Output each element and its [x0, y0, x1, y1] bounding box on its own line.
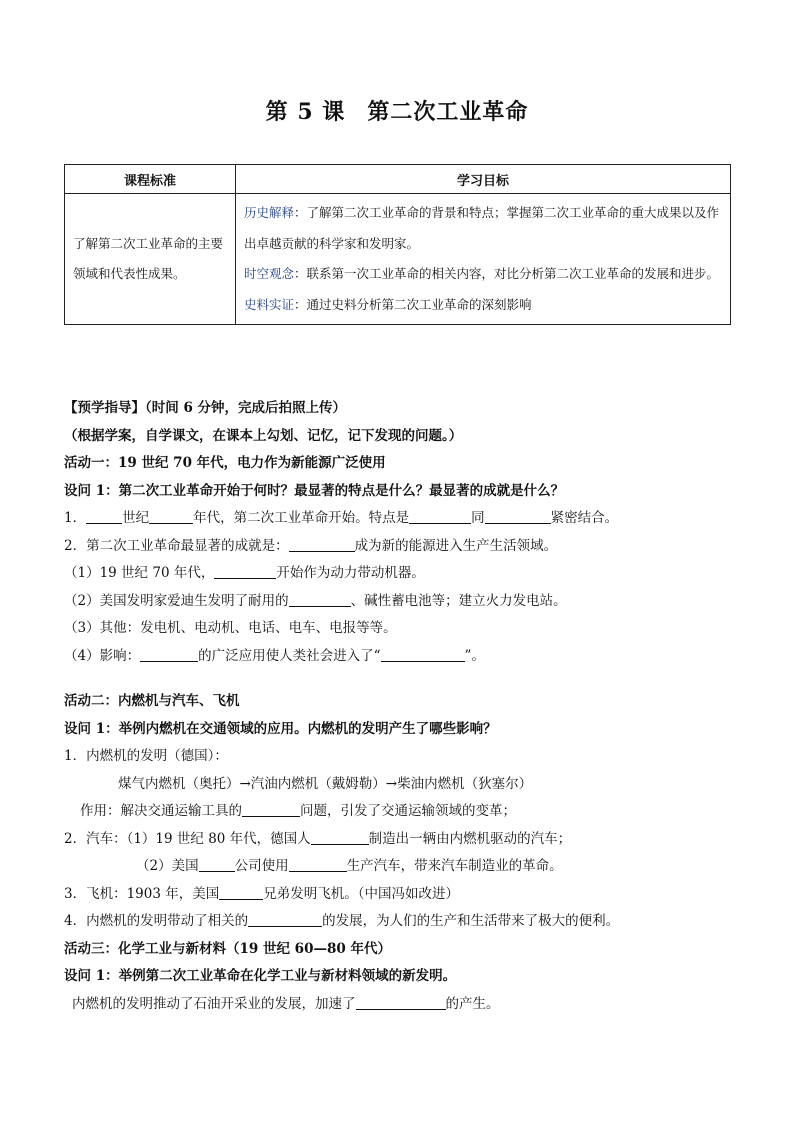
activity1-line6: （4）影响： 的广泛应用使人类社会进入了“ ”。 [64, 647, 485, 664]
activity2-question: 设问 1：举例内燃机在交通领域的应用。内燃机的发明产生了哪些影响？ [64, 720, 497, 737]
table-header-goals: 学习目标 [236, 165, 731, 194]
fill-blank[interactable] [356, 995, 446, 1010]
preview-note: （根据学案，自学课文，在课本上勾划、记忆，记下发现的问题。） [64, 427, 463, 444]
fill-blank[interactable] [289, 537, 355, 552]
activity2-line6: 3．飞机：1903 年，美国 兄弟发明飞机。（中国冯如改进） [64, 885, 459, 902]
activity3-question: 设问 1：举例第二次工业革命在化学工业与新材料领域的新发明。 [64, 968, 457, 984]
fill-blank[interactable] [409, 509, 471, 524]
fill-blank[interactable] [485, 509, 551, 524]
goal-item [244, 259, 722, 290]
fill-blank[interactable] [140, 647, 198, 662]
fill-blank[interactable] [248, 912, 322, 927]
table-header-standard: 课程标准 [65, 165, 236, 194]
learning-goals-cell [236, 194, 731, 325]
goal-text: ：了解第二次工业革命的背景和特点；掌握第二次工业革命的重大成果以及作出卓越贡献的科学家和发明家。 [244, 205, 720, 251]
activity3-title: 活动三：化学工业与新材料（19 世纪 60—80 年代） [64, 940, 391, 957]
fill-blank[interactable] [149, 509, 193, 524]
goal-tag: 史料实证 [244, 296, 295, 312]
goal-tag: 历史解释 [244, 205, 295, 220]
activity2-line5: （2）美国 公司使用 生产汽车，带来汽车制造业的革命。 [136, 858, 563, 874]
activity2-title: 活动二：内燃机与汽车、飞机 [64, 693, 240, 709]
fill-blank[interactable] [381, 647, 465, 662]
fill-blank[interactable] [311, 830, 369, 845]
activity1-line2: 2．第二次工业革命最显著的成就是： 成为新的能源进入生产生活领域。 [64, 537, 558, 554]
fill-blank[interactable] [214, 564, 276, 579]
preview-title: 【预学指导】（时间 6 分钟，完成后拍照上传） [64, 400, 347, 416]
fill-blank[interactable] [86, 509, 122, 524]
fill-blank[interactable] [289, 592, 351, 607]
fill-blank[interactable] [199, 857, 235, 872]
activity2-line2: 煤气内燃机（奥托）→汽油内燃机（戴姆勒）→柴油内燃机（狄塞尔） [118, 775, 533, 792]
curriculum-table [64, 164, 731, 325]
activity1-title: 活动一：19 世纪 70 年代，电力作为新能源广泛使用 [64, 455, 386, 471]
curriculum-standard-cell: 了解第二次工业革命的主要领域和代表性成果。 [65, 194, 236, 325]
activity1-line1: 1． 世纪 年代，第二次工业革命开始。特点是 同 紧密结合。 [64, 510, 619, 526]
activity1-line5: （3）其他：发电机、电动机、电话、电车、电报等等。 [64, 620, 397, 636]
activity2-line3: 作用：解决交通运输工具的 问题，引发了交通运输领域的变革； [80, 803, 516, 819]
goal-item [244, 198, 722, 259]
goal-text: ：联系第一次工业革命的相关内容，对比分析第二次工业革命的发展和进步。 [294, 266, 720, 281]
activity1-line3: （1）19 世纪 70 年代， 开始作为动力带动机器。 [64, 565, 425, 581]
goal-tag: 时空观念 [244, 266, 295, 281]
activity2-line4: 2．汽车：（1）19 世纪 80 年代，德国人 制造出一辆由内燃机驱动的汽车； [64, 830, 572, 847]
activity3-line1: 内燃机的发明推动了石油开采业的发展，加速了 的产生。 [72, 995, 500, 1012]
goal-item [244, 290, 722, 321]
activity1-question: 设问 1：第二次工业革命开始于何时？最显著的特点是什么？最显著的成就是什么？ [64, 482, 565, 499]
activity1-line4: （2）美国发明家爱迪生发明了耐用的 、碱性蓄电池等；建立火力发电站。 [64, 592, 567, 609]
worksheet-body [64, 395, 754, 1018]
page-title [0, 95, 794, 126]
fill-blank[interactable] [242, 802, 300, 817]
table-header-row [65, 165, 731, 194]
lesson-number: 第 5 课 [265, 99, 346, 125]
activity2-line1: 1．内燃机的发明（德国）： [64, 748, 228, 764]
lesson-name: 第二次工业革命 [367, 99, 529, 125]
table-row [65, 194, 731, 325]
activity2-line7: 4．内燃机的发明带动了相关的 的发展，为人们的生产和生活带来了极大的便利。 [64, 913, 620, 929]
fill-blank[interactable] [289, 857, 347, 872]
goal-text: ：通过史料分析第二次工业革命的深刻影响 [294, 296, 532, 312]
fill-blank[interactable] [219, 885, 263, 900]
